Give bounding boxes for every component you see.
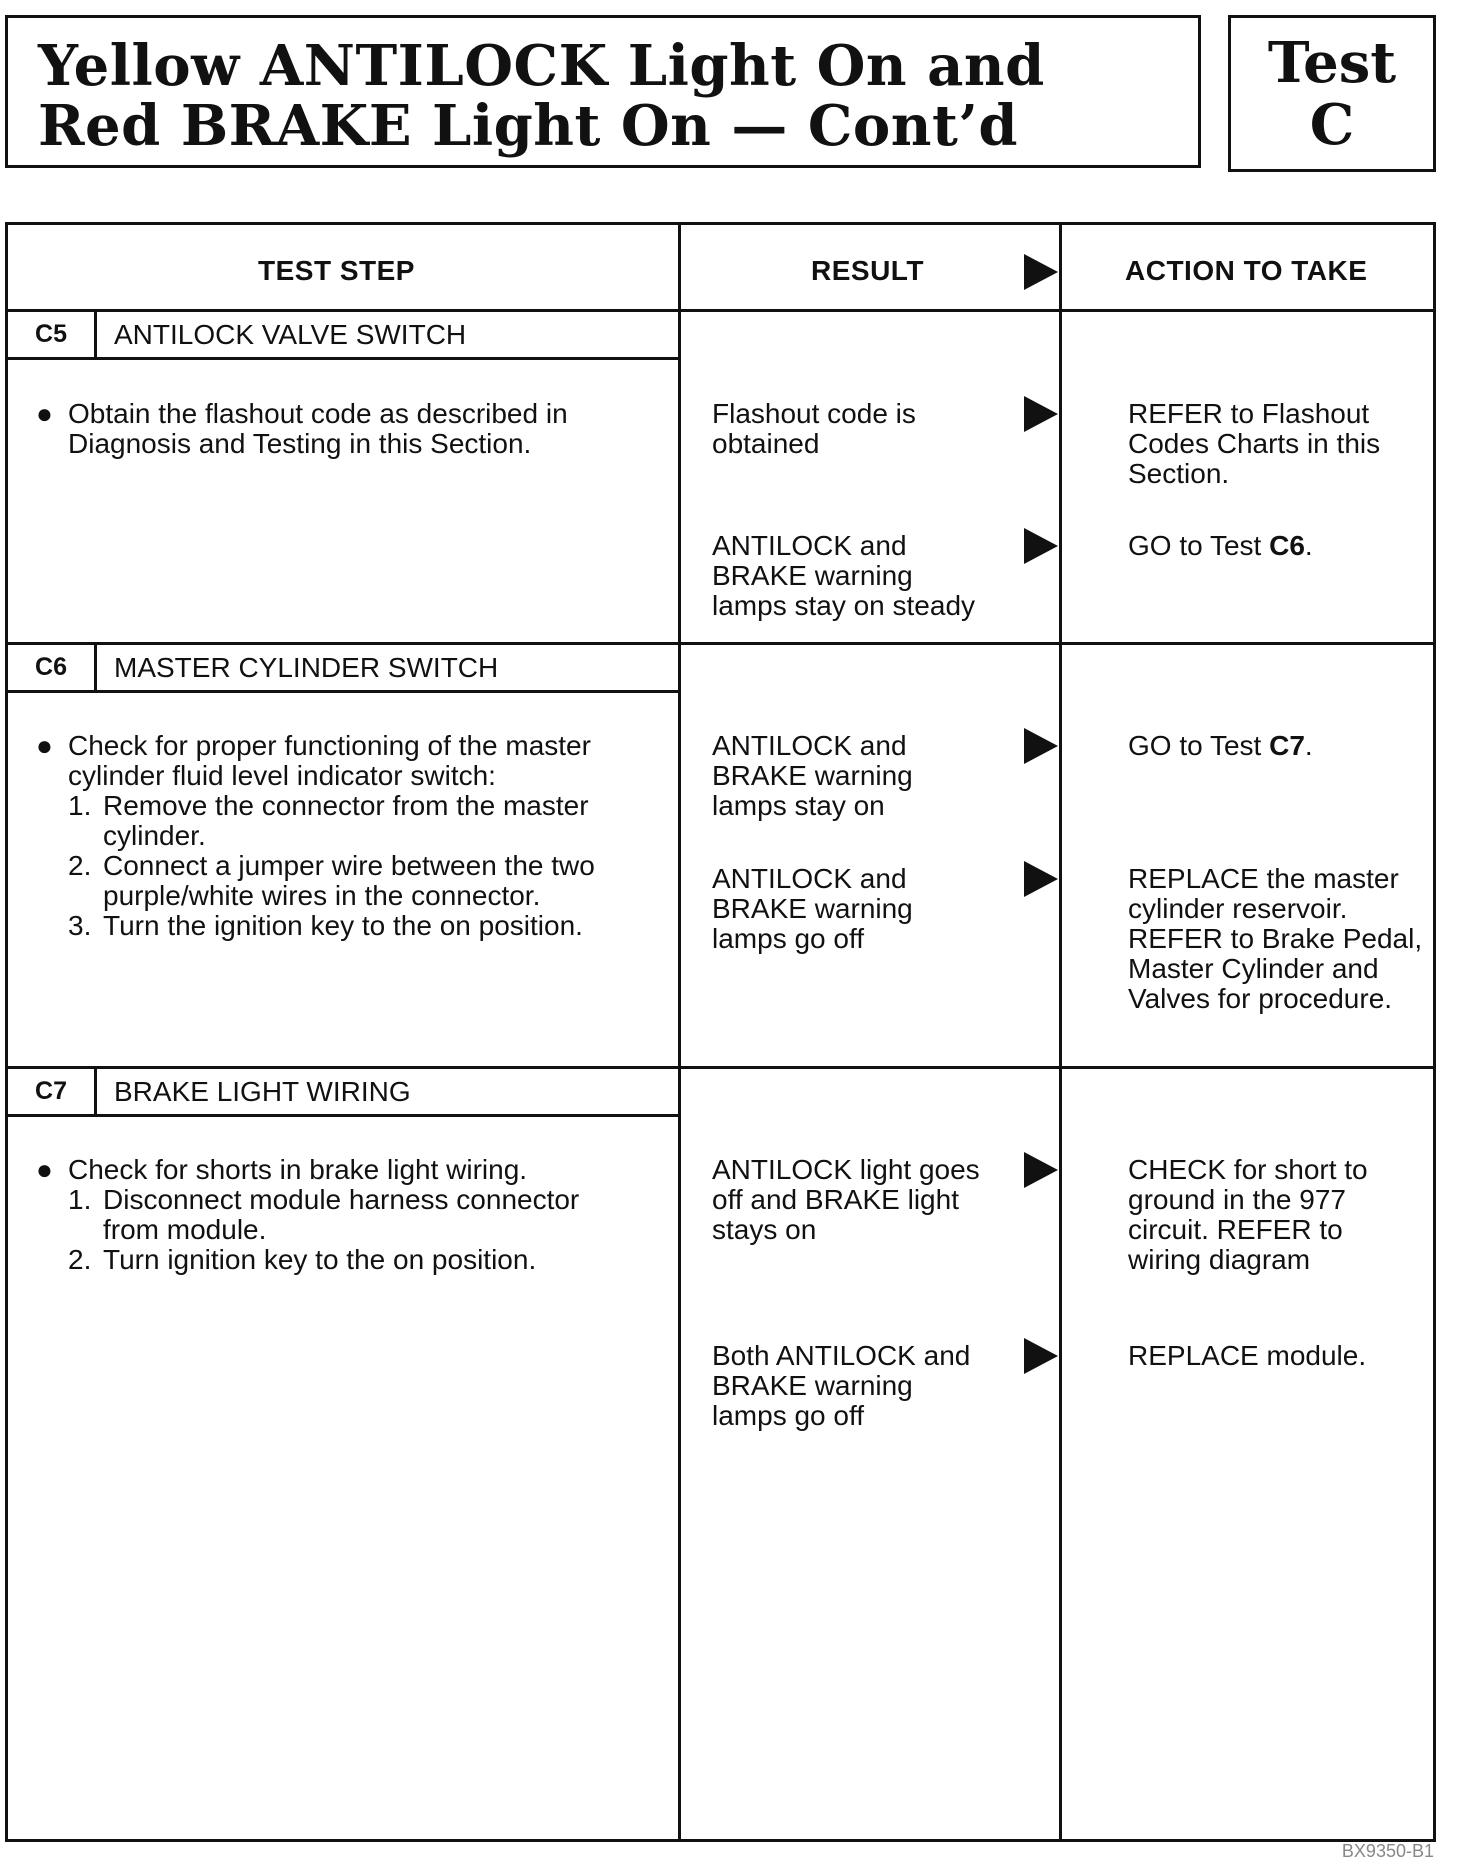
action-line: REFER to Flashout xyxy=(1128,398,1370,429)
result-line: off and BRAKE light xyxy=(712,1184,959,1215)
action-line: Valves for procedure. xyxy=(1128,983,1393,1014)
result-text xyxy=(712,531,975,621)
result-line: BRAKE warning xyxy=(712,760,913,791)
result-line: ANTILOCK and xyxy=(712,730,907,761)
result-line: BRAKE warning xyxy=(712,1370,913,1401)
substep-text xyxy=(103,791,589,851)
action-text xyxy=(1128,399,1380,489)
result-line: lamps go off xyxy=(712,923,865,954)
bullet-dot-icon: ● xyxy=(36,1154,53,1185)
bullet-dot-icon: ● xyxy=(36,398,53,429)
page-title xyxy=(38,33,1045,159)
result-text xyxy=(712,399,916,459)
substep-number: 2. xyxy=(68,850,92,881)
test-reference: C6 xyxy=(1269,530,1305,561)
substep-number: 2. xyxy=(68,1244,92,1275)
action-line: ground in the 977 xyxy=(1128,1184,1346,1215)
title-box xyxy=(5,15,1201,168)
step-id: C7 xyxy=(8,1069,97,1114)
instruction-line: Obtain the flashout code as described in xyxy=(68,398,568,429)
result-text xyxy=(712,1341,970,1431)
right-triangle-arrow-icon xyxy=(1024,728,1058,764)
result-line: Both ANTILOCK and xyxy=(712,1340,971,1371)
test-id-box xyxy=(1228,15,1436,172)
substep-line: Connect a jumper wire between the two xyxy=(103,850,595,881)
step-id: C5 xyxy=(8,312,97,357)
result-text xyxy=(712,731,913,821)
action-line: cylinder reservoir. xyxy=(1128,893,1348,924)
result-line: lamps stay on xyxy=(712,790,885,821)
right-triangle-arrow-icon xyxy=(1024,1338,1058,1374)
action-line: REPLACE the master xyxy=(1128,863,1399,894)
column-header-test-step: TEST STEP xyxy=(258,255,415,286)
test-label: Test xyxy=(1267,30,1397,96)
step-instruction xyxy=(68,731,591,791)
substep-text xyxy=(103,1185,579,1245)
substep-text xyxy=(103,851,595,911)
step-title: BRAKE LIGHT WIRING xyxy=(114,1076,411,1107)
title-line-1: Yellow ANTILOCK Light On and xyxy=(38,33,1045,99)
title-line-2: Red BRAKE Light On — Cont’d xyxy=(38,93,1019,159)
action-line: circuit. REFER to xyxy=(1128,1214,1343,1245)
column-divider xyxy=(678,225,681,1839)
action-text xyxy=(1128,731,1313,761)
substep-number: 1. xyxy=(68,790,92,821)
result-line: ANTILOCK and xyxy=(712,863,907,894)
step-header-c6 xyxy=(8,645,681,693)
action-prefix: GO to Test xyxy=(1128,530,1270,561)
result-line: Flashout code is xyxy=(712,398,916,429)
step-instruction xyxy=(68,399,568,459)
result-line: obtained xyxy=(712,428,820,459)
figure-code: BX9350-B1 xyxy=(1341,1841,1434,1861)
action-line: REPLACE module. xyxy=(1128,1340,1367,1371)
test-reference: C7 xyxy=(1269,730,1305,761)
action-text xyxy=(1128,864,1422,1014)
action-prefix: GO to Test xyxy=(1128,730,1270,761)
substep-line: Disconnect module harness connector xyxy=(103,1184,580,1215)
substep-line: from module. xyxy=(103,1214,267,1245)
action-suffix: . xyxy=(1304,730,1313,761)
result-text xyxy=(712,864,913,954)
substep-line: Remove the connector from the master xyxy=(103,790,589,821)
action-suffix: . xyxy=(1304,530,1313,561)
instruction-line: Check for proper functioning of the master xyxy=(68,730,591,761)
action-text xyxy=(1128,531,1313,561)
substep-line: Turn the ignition key to the on position. xyxy=(103,910,583,941)
step-header-c5 xyxy=(8,312,681,360)
substep-number: 3. xyxy=(68,910,92,941)
substep-line: Turn ignition key to the on position. xyxy=(103,1244,537,1275)
action-line: Section. xyxy=(1128,458,1230,489)
result-line: stays on xyxy=(712,1214,817,1245)
substep-text xyxy=(103,911,583,941)
result-line: BRAKE warning xyxy=(712,893,913,924)
step-instruction xyxy=(68,1155,527,1185)
action-line: Master Cylinder and xyxy=(1128,953,1379,984)
substep-line: cylinder. xyxy=(103,820,206,851)
bullet-dot-icon: ● xyxy=(36,730,53,761)
right-triangle-arrow-icon xyxy=(1024,254,1058,290)
substep-line: purple/white wires in the connector. xyxy=(103,880,541,911)
instruction-line: Diagnosis and Testing in this Section. xyxy=(68,428,532,459)
substep-number: 1. xyxy=(68,1184,92,1215)
result-line: lamps stay on steady xyxy=(712,590,976,621)
result-line: lamps go off xyxy=(712,1400,865,1431)
right-triangle-arrow-icon xyxy=(1024,528,1058,564)
column-header-action: ACTION TO TAKE xyxy=(1125,255,1368,286)
substep-text xyxy=(103,1245,536,1275)
action-line: wiring diagram xyxy=(1128,1244,1311,1275)
step-title: MASTER CYLINDER SWITCH xyxy=(114,652,499,683)
right-triangle-arrow-icon xyxy=(1024,1152,1058,1188)
result-line: ANTILOCK light goes xyxy=(712,1154,980,1185)
action-line: CHECK for short to xyxy=(1128,1154,1368,1185)
step-title: ANTILOCK VALVE SWITCH xyxy=(114,319,467,350)
result-line: BRAKE warning xyxy=(712,560,913,591)
result-text xyxy=(712,1155,980,1245)
step-id: C6 xyxy=(8,645,97,690)
column-header-result: RESULT xyxy=(811,255,924,286)
right-triangle-arrow-icon xyxy=(1024,861,1058,897)
action-text xyxy=(1128,1155,1368,1275)
instruction-line: Check for shorts in brake light wiring. xyxy=(68,1154,528,1185)
step-header-c7 xyxy=(8,1069,681,1117)
action-text xyxy=(1128,1341,1366,1371)
action-line: REFER to Brake Pedal, xyxy=(1128,923,1423,954)
test-letter: C xyxy=(1309,92,1355,158)
action-line: Codes Charts in this xyxy=(1128,428,1381,459)
right-triangle-arrow-icon xyxy=(1024,396,1058,432)
result-line: ANTILOCK and xyxy=(712,530,907,561)
diagnostic-table xyxy=(5,222,1436,1842)
instruction-line: cylinder fluid level indicator switch: xyxy=(68,760,496,791)
column-divider xyxy=(1059,225,1062,1839)
